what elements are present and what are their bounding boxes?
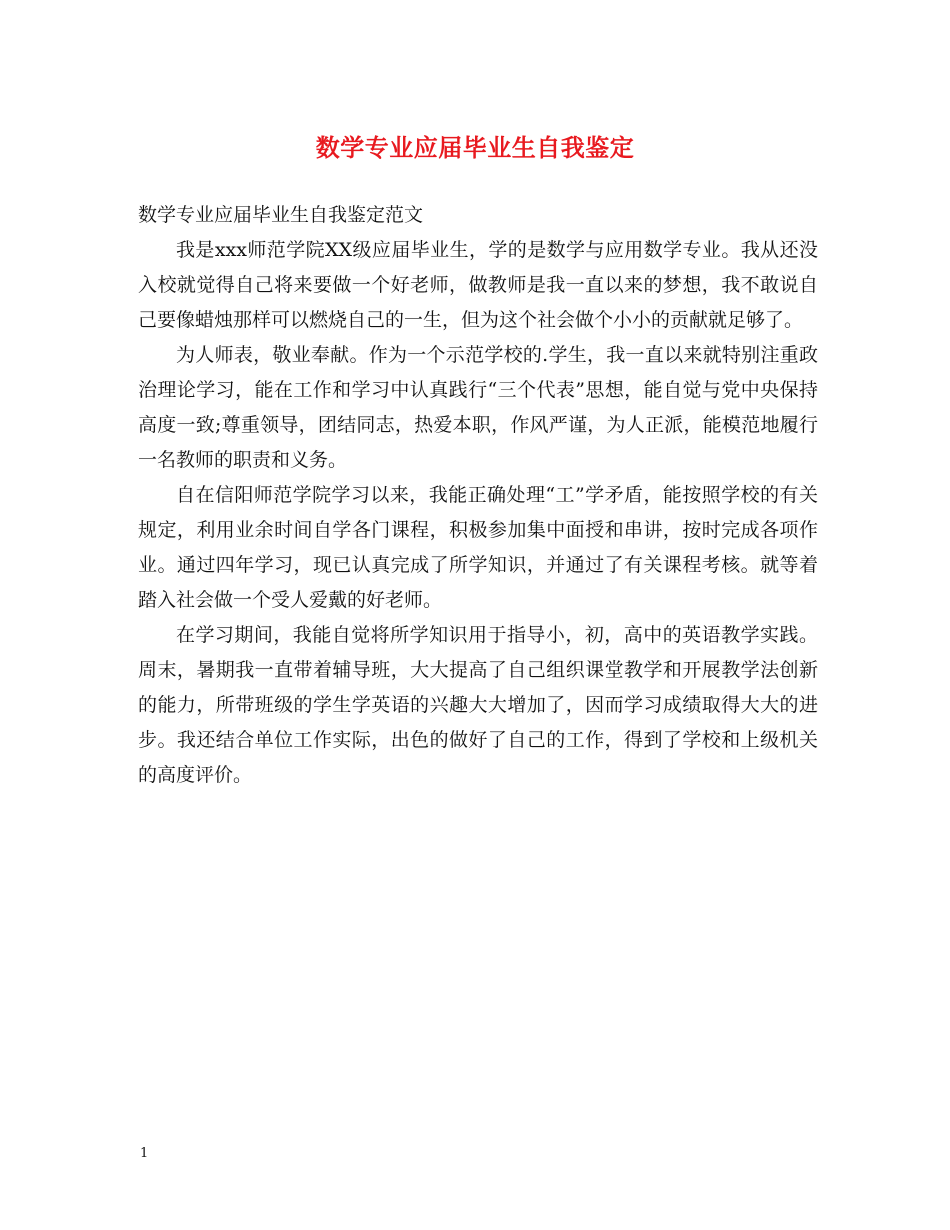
paragraph-4: 在学习期间，我能自觉将所学知识用于指导小，初，高中的英语教学实践。周末，暑期我一直带着辅导班，大大提高了自己组织课堂教学和开展教学法创新的能力，所带班级的学生学英语的兴趣大大增加了，因而学习成绩取得大大的进步。我还结合单位工作实际，出色的做好了自己的工作，得到了学校和上级机关的高度评价。 [138, 624, 818, 786]
document-body [138, 198, 818, 793]
paragraph-3: 自在信阳师范学院学习以来，我能正确处理“工”学矛盾，能按照学校的有关规定，利用业余时间自学各门课程，积极参加集中面授和串讲，按时完成各项作业。通过四年学习，现已认真完成了所学知识，并通过了有关课程考核。就等着踏入社会做一个受人爱戴的好老师。 [138, 484, 818, 611]
paragraph-1: 我是xxx师范学院XX级应届毕业生，学的是数学与应用数学专业。我从还没入校就觉得自己将来要做一个好老师，做教师是我一直以来的梦想，我不敢说自己要像蜡烛那样可以燃烧自己的一生，但为这个社会做个小小的贡献就足够了。 [138, 239, 818, 331]
paragraph-2: 为人师表，敬业奉献。作为一个示范学校的.学生，我一直以来就特别注重政治理论学习，能在工作和学习中认真践行“三个代表”思想，能自觉与党中央保持高度一致;尊重领导，团结同志，热爱本职，作风严谨，为人正派，能模范地履行一名教师的职责和义务。 [138, 344, 818, 471]
document-subtitle: 数学专业应届毕业生自我鉴定范文 [138, 204, 424, 226]
document-title: 数学专业应届毕业生自我鉴定 [315, 134, 635, 162]
page-number: 1 [140, 1146, 149, 1161]
